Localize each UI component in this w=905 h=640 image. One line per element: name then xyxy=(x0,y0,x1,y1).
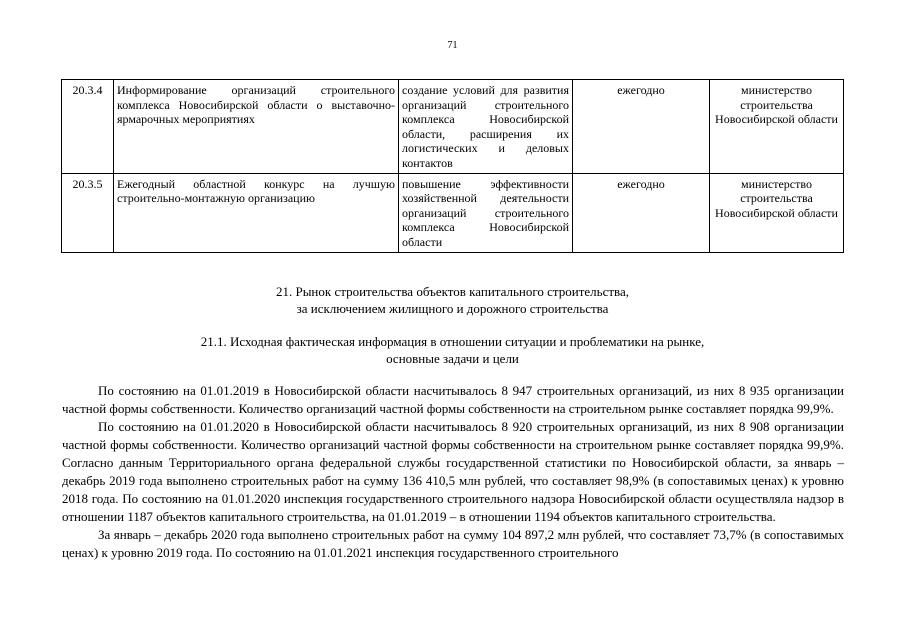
row-period: ежегодно xyxy=(573,173,710,252)
row-activity: Ежегодный областной конкурс на лучшую строительно-монтажную организацию xyxy=(114,173,399,252)
section-title-line1: 21. Рынок строительства объектов капитального строительства, xyxy=(275,284,630,299)
table-row xyxy=(62,173,844,252)
section-subtitle-line1: 21.1. Исходная фактическая информация в отношении ситуации и проблематики на рынке, xyxy=(200,334,705,349)
section-title xyxy=(0,283,905,317)
body-text xyxy=(62,382,844,562)
row-responsible: министерство строительства Новосибирской области xyxy=(710,80,844,174)
page-number: 71 xyxy=(447,40,458,51)
row-activity: Информирование организаций строительного комплекса Новосибирской области о выставочно-ярмарочных мероприятиях xyxy=(114,80,399,174)
paragraph: По состоянию на 01.01.2019 в Новосибирской области насчитывалось 8 947 строительных организаций, из них 8 935 организации частной формы собственности. Количество организаций частной формы собственности на строительном рынке составляет порядка 99,9%. xyxy=(62,383,844,416)
row-result: повышение эффективности хозяйственной деятельности организаций строительного комплекса Новосибирской области xyxy=(399,173,573,252)
row-result: создание условий для развития организаций строительного комплекса Новосибирской области, расширения их логистических и деловых контактов xyxy=(399,80,573,174)
row-responsible: министерство строительства Новосибирской области xyxy=(710,173,844,252)
row-number: 20.3.4 xyxy=(62,80,114,174)
paragraph: По состоянию на 01.01.2020 в Новосибирской области насчитывалось 8 920 строительных организаций, из них 8 908 организации частной формы собственности. Количество организаций частной формы собственности на строительном рынке составляет порядка 99,9%. Согласно данным Территориального органа федеральной службы государственной статистики по Новосибирской области, за январь – декабрь 2019 года выполнено строительных работ на сумму 136 410,5 млн рублей, что составляет 98,9% (в сопоставимых ценах) к уровню 2018 года. По состоянию на 01.01.2020 инспекция государственного строительного надзора Новосибирской области осуществляла надзор в отношении 1187 объектов капитального строительства, на 01.01.2019 – в отношении 1194 объектов капитального строительства. xyxy=(62,419,844,524)
measures-table xyxy=(61,79,844,253)
section-title-line2: за исключением жилищного и дорожного строительства xyxy=(296,301,609,316)
table-row xyxy=(62,80,844,174)
paragraph: За январь – декабрь 2020 года выполнено строительных работ на сумму 104 897,2 млн рублей, что составляет 73,7% (в сопоставимых ценах) к уровню 2019 года. По состоянию на 01.01.2021 инспекция государственного строительного xyxy=(62,527,844,560)
row-number: 20.3.5 xyxy=(62,173,114,252)
section-subtitle-line2: основные задачи и цели xyxy=(386,351,519,366)
section-subtitle xyxy=(0,333,905,367)
row-period: ежегодно xyxy=(573,80,710,174)
